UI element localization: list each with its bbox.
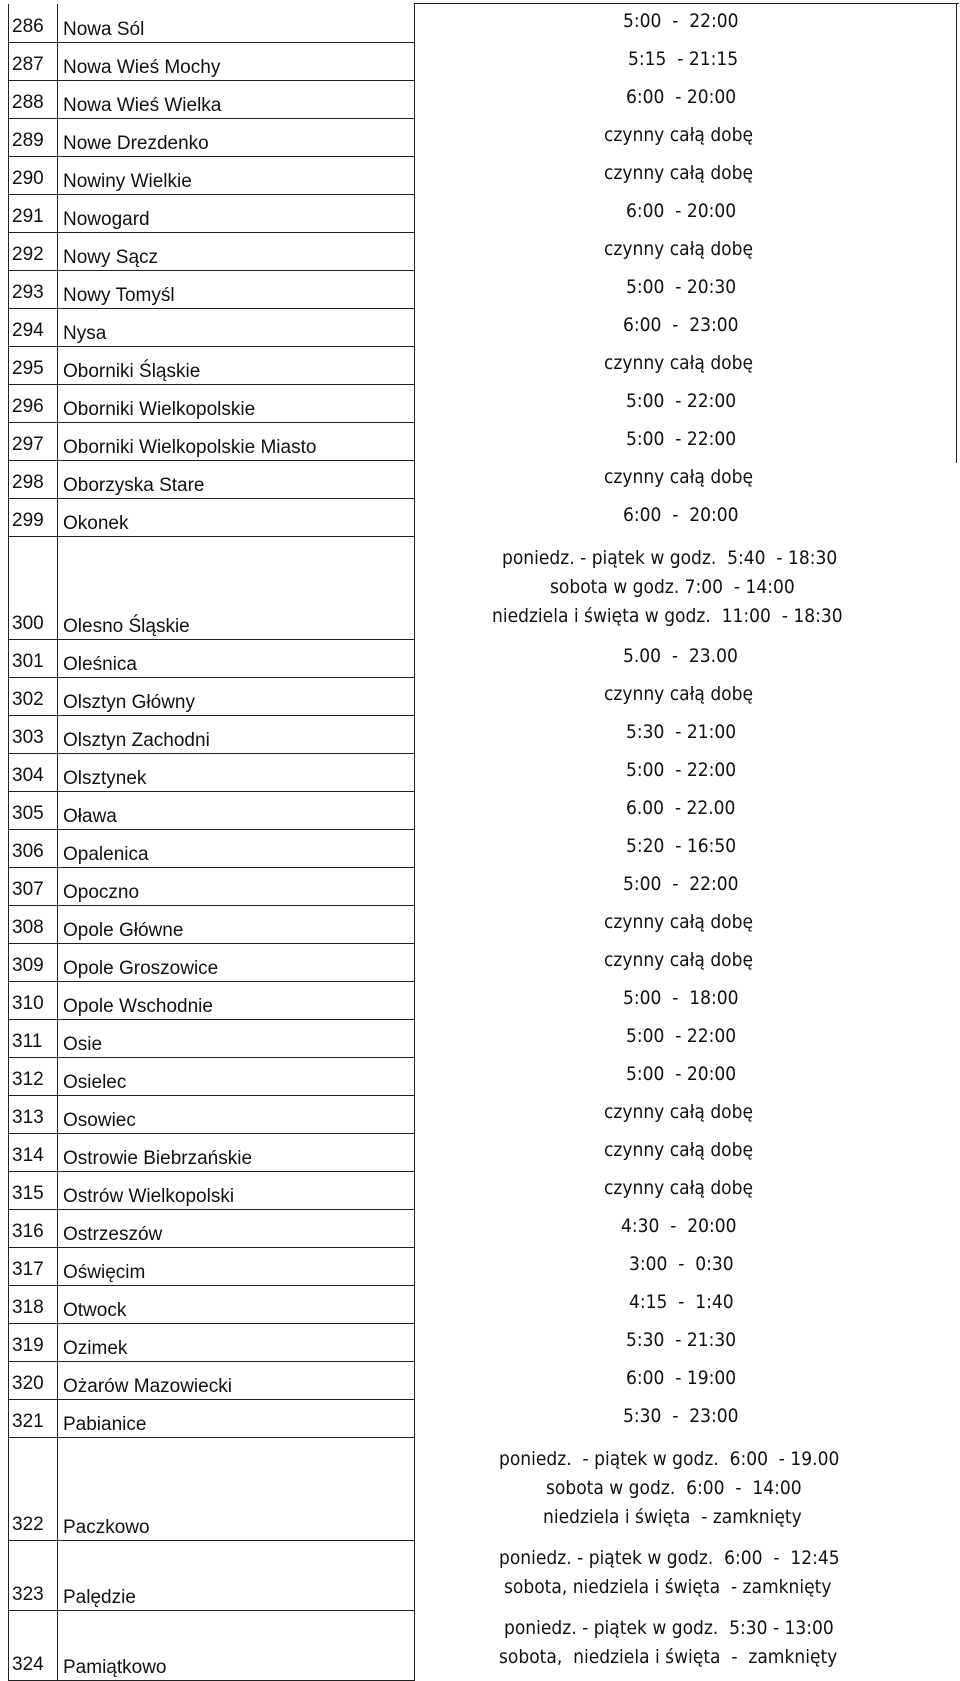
hours-lines (415, 7, 959, 36)
table-row (9, 232, 959, 270)
opening-hours (415, 384, 959, 422)
row-number: 316 (9, 1209, 58, 1247)
table-row (9, 1019, 959, 1057)
hours-line: czynny całą dobę (604, 1139, 754, 1161)
opening-hours (415, 1247, 959, 1285)
station-name: Opole Groszowice (58, 943, 415, 981)
station-name: Olsztyn Zachodni (58, 715, 415, 753)
hours-line: sobota, niedziela i święta - zamknięty (504, 1576, 832, 1598)
row-number: 309 (9, 943, 58, 981)
hours-line: poniedz. - piątek w godz. 6:00 - 12:45 (499, 1547, 840, 1569)
row-number: 306 (9, 829, 58, 867)
row-number: 310 (9, 981, 58, 1019)
opening-hours (415, 715, 959, 753)
hours-lines (415, 718, 959, 747)
table-row (9, 346, 959, 384)
row-number: 292 (9, 232, 58, 270)
row-number: 321 (9, 1399, 58, 1437)
hours-line: niedziela i święta w godz. 11:00 - 18:30 (492, 605, 843, 627)
table-row (9, 677, 959, 715)
hours-line: sobota w godz. 7:00 - 14:00 (550, 576, 795, 598)
station-name: Nowiny Wielkie (58, 156, 415, 194)
station-name: Ożarów Mazowiecki (58, 1361, 415, 1399)
row-number: 298 (9, 460, 58, 498)
station-hours-table (8, 3, 959, 1681)
table-row (9, 715, 959, 753)
opening-hours (415, 1057, 959, 1095)
hours-lines (415, 1402, 959, 1431)
hours-lines (415, 349, 959, 378)
opening-hours (415, 1209, 959, 1247)
hours-line: czynny całą dobę (604, 949, 754, 971)
row-number: 302 (9, 677, 58, 715)
station-name: Olsztynek (58, 753, 415, 791)
station-name: Ostrzeszów (58, 1209, 415, 1247)
opening-hours (415, 42, 959, 80)
table-row (9, 194, 959, 232)
row-number: 303 (9, 715, 58, 753)
row-number: 308 (9, 905, 58, 943)
opening-hours (415, 1019, 959, 1057)
table-row (9, 1285, 959, 1323)
station-name: Nowogard (58, 194, 415, 232)
station-name: Osowiec (58, 1095, 415, 1133)
hours-line: sobota w godz. 6:00 - 14:00 (546, 1477, 802, 1499)
table-row (9, 80, 959, 118)
station-name: Olesno Śląskie (58, 536, 415, 639)
opening-hours (415, 270, 959, 308)
hours-line: czynny całą dobę (604, 352, 754, 374)
hours-lines (415, 984, 959, 1013)
hours-line: 5:00 - 22:00 (626, 759, 737, 781)
hours-lines (415, 870, 959, 899)
table-row (9, 118, 959, 156)
hours-line: czynny całą dobę (604, 466, 754, 488)
row-number: 296 (9, 384, 58, 422)
hours-line: 6:00 - 20:00 (626, 86, 737, 108)
hours-lines (415, 273, 959, 302)
table-row (9, 1133, 959, 1171)
opening-hours (415, 4, 959, 43)
opening-hours (415, 1399, 959, 1437)
station-name: Oborniki Wielkopolskie Miasto (58, 422, 415, 460)
opening-hours (415, 1610, 959, 1680)
station-name: Ozimek (58, 1323, 415, 1361)
row-number: 288 (9, 80, 58, 118)
hours-line: 6:00 - 23:00 (623, 314, 739, 336)
row-number: 299 (9, 498, 58, 536)
row-number: 319 (9, 1323, 58, 1361)
row-number: 324 (9, 1610, 58, 1680)
row-number: 294 (9, 308, 58, 346)
row-number: 320 (9, 1361, 58, 1399)
table-row (9, 308, 959, 346)
row-number: 300 (9, 536, 58, 639)
table-row (9, 1209, 959, 1247)
opening-hours (415, 867, 959, 905)
station-name: Okonek (58, 498, 415, 536)
row-number: 315 (9, 1171, 58, 1209)
hours-line: poniedz. - piątek w godz. 5:40 - 18:30 (502, 547, 838, 569)
station-name: Nysa (58, 308, 415, 346)
opening-hours (415, 829, 959, 867)
row-number: 291 (9, 194, 58, 232)
hours-line: 5:00 - 20:30 (626, 276, 737, 298)
station-name: Osie (58, 1019, 415, 1057)
hours-line: 3:00 - 0:30 (629, 1253, 734, 1275)
hours-line: sobota, niedziela i święta - zamknięty (499, 1646, 838, 1668)
hours-line: 5:00 - 22:00 (623, 873, 739, 895)
row-number: 295 (9, 346, 58, 384)
opening-hours (415, 981, 959, 1019)
table-row (9, 943, 959, 981)
station-name: Opalenica (58, 829, 415, 867)
table-row (9, 981, 959, 1019)
hours-lines (415, 83, 959, 112)
table-row (9, 639, 959, 677)
hours-line: poniedz. - piątek w godz. 5:30 - 13:00 (504, 1617, 834, 1639)
table-row (9, 422, 959, 460)
row-number: 290 (9, 156, 58, 194)
station-name: Ostrowie Biebrzańskie (58, 1133, 415, 1171)
station-name: Pabianice (58, 1399, 415, 1437)
hours-line: czynny całą dobę (604, 911, 754, 933)
row-number: 307 (9, 867, 58, 905)
table-row (9, 270, 959, 308)
hours-lines (415, 946, 959, 975)
hours-lines (415, 159, 959, 188)
hours-line: 5:15 - 21:15 (628, 48, 739, 70)
station-name: Nowa Wieś Mochy (58, 42, 415, 80)
opening-hours (415, 943, 959, 981)
table-row (9, 1540, 959, 1610)
table-row (9, 4, 959, 43)
hours-line: 5:00 - 18:00 (623, 987, 739, 1009)
opening-hours (415, 498, 959, 536)
station-name: Ostrów Wielkopolski (58, 1171, 415, 1209)
hours-line: czynny całą dobę (604, 1177, 754, 1199)
station-name: Oborzyska Stare (58, 460, 415, 498)
station-name: Nowy Tomyśl (58, 270, 415, 308)
opening-hours (415, 1437, 959, 1540)
hours-lines (415, 1060, 959, 1089)
table-row (9, 1361, 959, 1399)
opening-hours (415, 753, 959, 791)
row-number: 314 (9, 1133, 58, 1171)
row-number: 311 (9, 1019, 58, 1057)
table-row (9, 42, 959, 80)
opening-hours (415, 791, 959, 829)
station-name: Opoczno (58, 867, 415, 905)
opening-hours (415, 1171, 959, 1209)
row-number: 313 (9, 1095, 58, 1133)
hours-line: 5.00 - 23.00 (623, 645, 738, 667)
hours-lines (415, 1174, 959, 1203)
hours-line: czynny całą dobę (604, 1101, 754, 1123)
row-number: 289 (9, 118, 58, 156)
station-name: Nowe Drezdenko (58, 118, 415, 156)
table-body (9, 4, 959, 1681)
hours-lines (415, 1445, 959, 1532)
row-number: 287 (9, 42, 58, 80)
opening-hours (415, 1323, 959, 1361)
hours-lines (415, 425, 959, 454)
opening-hours (415, 1133, 959, 1171)
hours-line: 6:00 - 19:00 (626, 1367, 737, 1389)
table-row (9, 1610, 959, 1680)
opening-hours (415, 232, 959, 270)
hours-lines (415, 197, 959, 226)
row-number: 297 (9, 422, 58, 460)
station-name: Oleśnica (58, 639, 415, 677)
table-row (9, 1057, 959, 1095)
station-name: Oborniki Wielkopolskie (58, 384, 415, 422)
opening-hours (415, 118, 959, 156)
hours-line: 5:20 - 16:50 (626, 835, 737, 857)
hours-lines (415, 387, 959, 416)
opening-hours (415, 156, 959, 194)
opening-hours (415, 677, 959, 715)
table-row (9, 536, 959, 639)
hours-lines (415, 908, 959, 937)
hours-lines (415, 1212, 959, 1241)
hours-lines (415, 1288, 959, 1317)
hours-line: 4:15 - 1:40 (629, 1291, 734, 1313)
hours-line: 5:00 - 22:00 (626, 428, 737, 450)
hours-line: czynny całą dobę (604, 683, 754, 705)
row-number: 301 (9, 639, 58, 677)
opening-hours (415, 346, 959, 384)
table-row (9, 791, 959, 829)
station-name: Palędzie (58, 1540, 415, 1610)
table-row (9, 867, 959, 905)
opening-hours (415, 1285, 959, 1323)
hours-lines (415, 1098, 959, 1127)
hours-line: 5:30 - 23:00 (623, 1405, 739, 1427)
hours-line: 4:30 - 20:00 (621, 1215, 737, 1237)
station-name: Oborniki Śląskie (58, 346, 415, 384)
hours-line: czynny całą dobę (604, 162, 754, 184)
row-number: 305 (9, 791, 58, 829)
hours-lines (415, 121, 959, 150)
hours-lines (415, 1364, 959, 1393)
row-number: 317 (9, 1247, 58, 1285)
hours-line: 5:00 - 22:00 (623, 10, 739, 32)
station-name: Nowy Sącz (58, 232, 415, 270)
hours-lines (415, 794, 959, 823)
hours-line: 5:30 - 21:30 (626, 1329, 737, 1351)
table-row (9, 1399, 959, 1437)
opening-hours (415, 422, 959, 460)
table-row (9, 1095, 959, 1133)
table-row (9, 1247, 959, 1285)
hours-line: 5:00 - 20:00 (626, 1063, 737, 1085)
hours-lines (415, 1614, 959, 1672)
table-row (9, 498, 959, 536)
row-number: 322 (9, 1437, 58, 1540)
opening-hours (415, 905, 959, 943)
table-row (9, 1437, 959, 1540)
hours-lines (415, 680, 959, 709)
hours-line: niedziela i święta - zamknięty (543, 1506, 802, 1528)
hours-line: 5:00 - 22:00 (626, 1025, 737, 1047)
hours-line: 5:30 - 21:00 (626, 721, 737, 743)
hours-line: 5:00 - 22:00 (626, 390, 737, 412)
table-row (9, 905, 959, 943)
row-number: 286 (9, 4, 58, 43)
table-row (9, 1171, 959, 1209)
station-name: Pamiątkowo (58, 1610, 415, 1680)
hours-line: czynny całą dobę (604, 238, 754, 260)
row-number: 304 (9, 753, 58, 791)
opening-hours (415, 194, 959, 232)
hours-line: poniedz. - piątek w godz. 6:00 - 19.00 (499, 1448, 840, 1470)
hours-lines (415, 235, 959, 264)
hours-line: 6:00 - 20:00 (626, 200, 737, 222)
table-row (9, 384, 959, 422)
hours-lines (415, 756, 959, 785)
station-name: Olsztyn Główny (58, 677, 415, 715)
table-row (9, 829, 959, 867)
opening-hours (415, 460, 959, 498)
hours-line: 6.00 - 22.00 (626, 797, 736, 819)
opening-hours (415, 80, 959, 118)
hours-line: czynny całą dobę (604, 124, 754, 146)
station-name: Nowa Wieś Wielka (58, 80, 415, 118)
hours-lines (415, 1250, 959, 1279)
table-row (9, 753, 959, 791)
table-row (9, 460, 959, 498)
station-name: Opole Główne (58, 905, 415, 943)
hours-lines (415, 1326, 959, 1355)
hours-lines (415, 544, 959, 631)
hours-lines (415, 1544, 959, 1602)
hours-lines (415, 311, 959, 340)
hours-lines (415, 832, 959, 861)
row-number: 323 (9, 1540, 58, 1610)
station-name: Oświęcim (58, 1247, 415, 1285)
hours-lines (415, 1022, 959, 1051)
station-name: Osielec (58, 1057, 415, 1095)
station-name: Paczkowo (58, 1437, 415, 1540)
hours-lines (415, 642, 959, 671)
station-name: Otwock (58, 1285, 415, 1323)
hours-lines (415, 501, 959, 530)
hours-lines (415, 1136, 959, 1165)
table-row (9, 156, 959, 194)
table-row (9, 1323, 959, 1361)
opening-hours (415, 1095, 959, 1133)
opening-hours (415, 1361, 959, 1399)
hours-lines (415, 463, 959, 492)
opening-hours (415, 536, 959, 639)
row-number: 312 (9, 1057, 58, 1095)
opening-hours (415, 639, 959, 677)
opening-hours (415, 1540, 959, 1610)
station-name: Nowa Sól (58, 4, 415, 43)
row-number: 318 (9, 1285, 58, 1323)
hours-lines (415, 45, 959, 74)
station-name: Opole Wschodnie (58, 981, 415, 1019)
station-name: Oława (58, 791, 415, 829)
hours-line: 6:00 - 20:00 (623, 504, 739, 526)
opening-hours (415, 308, 959, 346)
row-number: 293 (9, 270, 58, 308)
